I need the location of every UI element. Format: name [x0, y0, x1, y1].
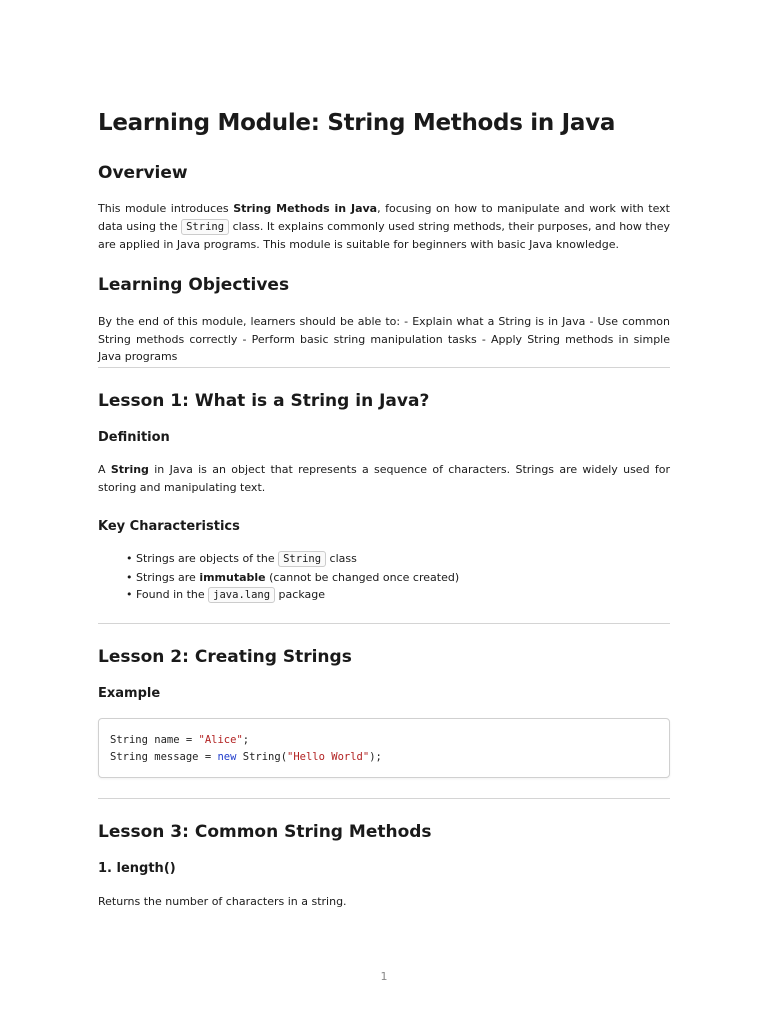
bold-term: String	[110, 463, 149, 476]
method-heading: 1. length()	[98, 861, 176, 876]
bold-term: immutable	[199, 570, 266, 584]
code-content: String name = "Alice"; String message = new String("Hello World");	[110, 734, 382, 763]
definition-heading: Definition	[98, 430, 170, 445]
example-heading: Example	[98, 686, 161, 701]
page-title: Learning Module: String Methods in Java	[98, 110, 616, 136]
lesson1-heading: Lesson 1: What is a String in Java?	[98, 391, 430, 411]
section-divider	[98, 623, 670, 624]
inline-code: String	[181, 219, 229, 235]
inline-code: String	[278, 551, 326, 567]
inline-code: java.lang	[208, 587, 275, 603]
lesson3-heading: Lesson 3: Common String Methods	[98, 822, 432, 842]
code-block	[98, 718, 670, 778]
list-item: • Found in the java.lang package	[126, 588, 325, 601]
overview-heading: Overview	[98, 163, 188, 183]
objectives-paragraph: By the end of this module, learners should be able to: - Explain what a String is in Java - Use common String methods correctly - Perform basic string manipulation tasks - Apply String methods in simple Java programs	[98, 315, 670, 363]
section-divider	[98, 798, 670, 799]
characteristics-list	[126, 550, 459, 605]
list-item: • Strings are immutable (cannot be changed once created)	[126, 570, 460, 584]
bold-term: String Methods in Java	[233, 202, 378, 215]
page-number: 1	[380, 970, 388, 983]
objectives-heading: Learning Objectives	[98, 275, 290, 295]
section-divider	[98, 367, 670, 368]
overview-paragraph: This module introduces String Methods in Java, focusing on how to manipulate and work with text data using the String class. It explains commonly used string methods, their purposes, and how they are applied in Java programs. This module is suitable for beginners with basic Java knowledge.	[98, 202, 670, 251]
method-description: Returns the number of characters in a string.	[98, 895, 347, 908]
list-item: • Strings are objects of the String class	[126, 552, 357, 565]
key-characteristics-heading: Key Characteristics	[98, 519, 240, 534]
lesson2-heading: Lesson 2: Creating Strings	[98, 647, 352, 667]
definition-paragraph: A String in Java is an object that represents a sequence of characters. Strings are widely used for storing and manipulating text.	[98, 463, 670, 494]
